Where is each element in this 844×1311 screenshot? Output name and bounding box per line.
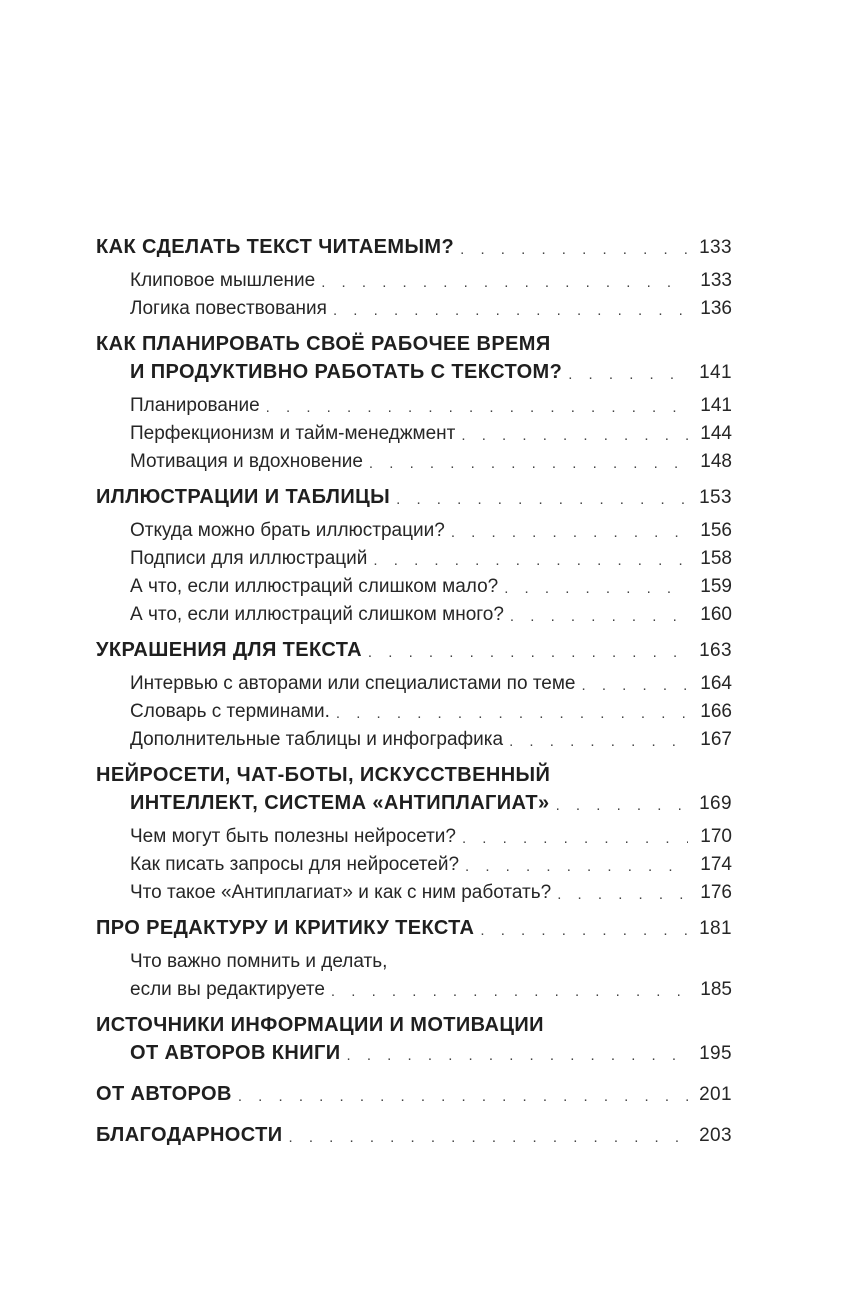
toc-page-number: 144: [700, 423, 732, 444]
toc-page-number: 163: [699, 640, 732, 661]
toc-item-line1: Что важно помнить и делать,: [130, 951, 388, 972]
toc-page-number: 174: [700, 854, 732, 875]
toc-heading-title: И ПРОДУКТИВНО РАБОТАТЬ С ТЕКСТОМ?: [130, 361, 563, 383]
toc-heading-title: ИЛЛЮСТРАЦИИ И ТАБЛИЦЫ: [96, 486, 391, 508]
toc-heading-title: КАК СДЕЛАТЬ ТЕКСТ ЧИТАЕМЫМ?: [96, 236, 455, 258]
toc-item[interactable]: [96, 729, 732, 751]
toc-section: [96, 639, 732, 751]
toc-item-title: Клиповое мышление: [130, 270, 316, 291]
toc-heading[interactable]: [96, 917, 732, 940]
toc-section: [96, 236, 732, 320]
toc-page-number: 203: [699, 1125, 732, 1146]
toc-item[interactable]: [96, 673, 732, 695]
toc-section: [96, 917, 732, 1001]
toc-item-title: Чем могут быть полезны нейросети?: [130, 826, 456, 847]
toc-item-title: Откуда можно брать иллюстрации?: [130, 520, 445, 541]
toc-item-title: Как писать запросы для нейросетей?: [130, 854, 460, 875]
toc-item-title: Планирование: [130, 395, 260, 416]
toc-heading-line1: КАК ПЛАНИРОВАТЬ СВОЁ РАБОЧЕЕ ВРЕМЯ: [96, 333, 551, 355]
toc-item[interactable]: [96, 548, 732, 570]
toc-section: [96, 764, 732, 904]
toc-page-number: 141: [700, 395, 732, 416]
toc-item[interactable]: [96, 423, 732, 445]
table-of-contents: [96, 236, 732, 1147]
toc-item[interactable]: [96, 270, 732, 292]
toc-section: [96, 1083, 732, 1106]
toc-section: [96, 486, 732, 626]
toc-item-title: Подписи для иллюстраций: [130, 548, 368, 569]
toc-heading-line1: ИСТОЧНИКИ ИНФОРМАЦИИ И МОТИВАЦИИ: [96, 1014, 544, 1036]
toc-page-number: 156: [700, 520, 732, 541]
toc-item[interactable]: [96, 576, 732, 598]
toc-item-title: Интервью с авторами или специалистами по теме: [130, 673, 576, 694]
toc-heading[interactable]: [96, 236, 732, 259]
toc-section: [96, 333, 732, 473]
toc-item-title: А что, если иллюстраций слишком много?: [130, 604, 504, 625]
toc-page-number: 195: [699, 1043, 732, 1064]
toc-page-number: 158: [700, 548, 732, 569]
toc-page-number: 153: [699, 487, 732, 508]
toc-page-number: 133: [700, 270, 732, 291]
toc-item[interactable]: [96, 298, 732, 320]
toc-item-title: Логика повествования: [130, 298, 327, 319]
toc-page-number: 167: [700, 729, 732, 750]
toc-item[interactable]: [96, 882, 732, 904]
toc-page-number: 160: [700, 604, 732, 625]
toc-heading-title: УКРАШЕНИЯ ДЛЯ ТЕКСТА: [96, 639, 362, 661]
toc-page-number: 201: [699, 1084, 732, 1105]
toc-page-number: 136: [700, 298, 732, 319]
toc-heading[interactable]: [96, 792, 732, 815]
toc-heading-line1: НЕЙРОСЕТИ, ЧАТ-БОТЫ, ИСКУССТВЕННЫЙ: [96, 764, 551, 786]
toc-item-title: если вы редактируете: [130, 979, 325, 1000]
toc-item-title: Мотивация и вдохновение: [130, 451, 363, 472]
toc-heading[interactable]: [96, 361, 732, 384]
toc-item[interactable]: [96, 854, 732, 876]
toc-page-number: 166: [700, 701, 732, 722]
toc-heading[interactable]: [96, 639, 732, 662]
toc-item[interactable]: [96, 826, 732, 848]
toc-item[interactable]: [96, 395, 732, 417]
toc-item-title: Перфекционизм и тайм-менеджмент: [130, 423, 456, 444]
toc-page-number: 169: [699, 793, 732, 814]
toc-item-title: Дополнительные таблицы и инфографика: [130, 729, 504, 750]
toc-page-number: 176: [700, 882, 732, 903]
toc-section: [96, 1014, 732, 1065]
toc-page-number: 185: [700, 979, 732, 1000]
toc-heading-title: ПРО РЕДАКТУРУ И КРИТИКУ ТЕКСТА: [96, 917, 475, 939]
toc-item-title: Что такое «Антиплагиат» и как с ним работать?: [130, 882, 552, 903]
toc-heading-title: ОТ АВТОРОВ: [96, 1083, 232, 1105]
toc-item[interactable]: [96, 604, 732, 626]
toc-heading-title: ИНТЕЛЛЕКТ, СИСТЕМА «АНТИПЛАГИАТ»: [130, 792, 550, 814]
toc-page-number: 148: [700, 451, 732, 472]
toc-section: [96, 1124, 732, 1147]
toc-item-title: Словарь с терминами.: [130, 701, 330, 722]
toc-heading[interactable]: [96, 486, 732, 509]
toc-page-number: 170: [700, 826, 732, 847]
toc-page-number: 181: [699, 918, 732, 939]
toc-item-title: А что, если иллюстраций слишком мало?: [130, 576, 499, 597]
toc-heading-title: ОТ АВТОРОВ КНИГИ: [130, 1042, 341, 1064]
toc-heading[interactable]: [96, 1042, 732, 1065]
toc-heading-title: БЛАГОДАРНОСТИ: [96, 1124, 283, 1146]
toc-page-number: 133: [699, 237, 732, 258]
toc-heading[interactable]: [96, 1124, 732, 1147]
toc-page-number: 164: [700, 673, 732, 694]
toc-item[interactable]: [96, 979, 732, 1001]
toc-page-number: 159: [700, 576, 732, 597]
toc-heading[interactable]: [96, 1083, 732, 1106]
toc-item[interactable]: [96, 451, 732, 473]
toc-item[interactable]: [96, 701, 732, 723]
toc-item[interactable]: [96, 520, 732, 542]
toc-page-number: 141: [699, 362, 732, 383]
